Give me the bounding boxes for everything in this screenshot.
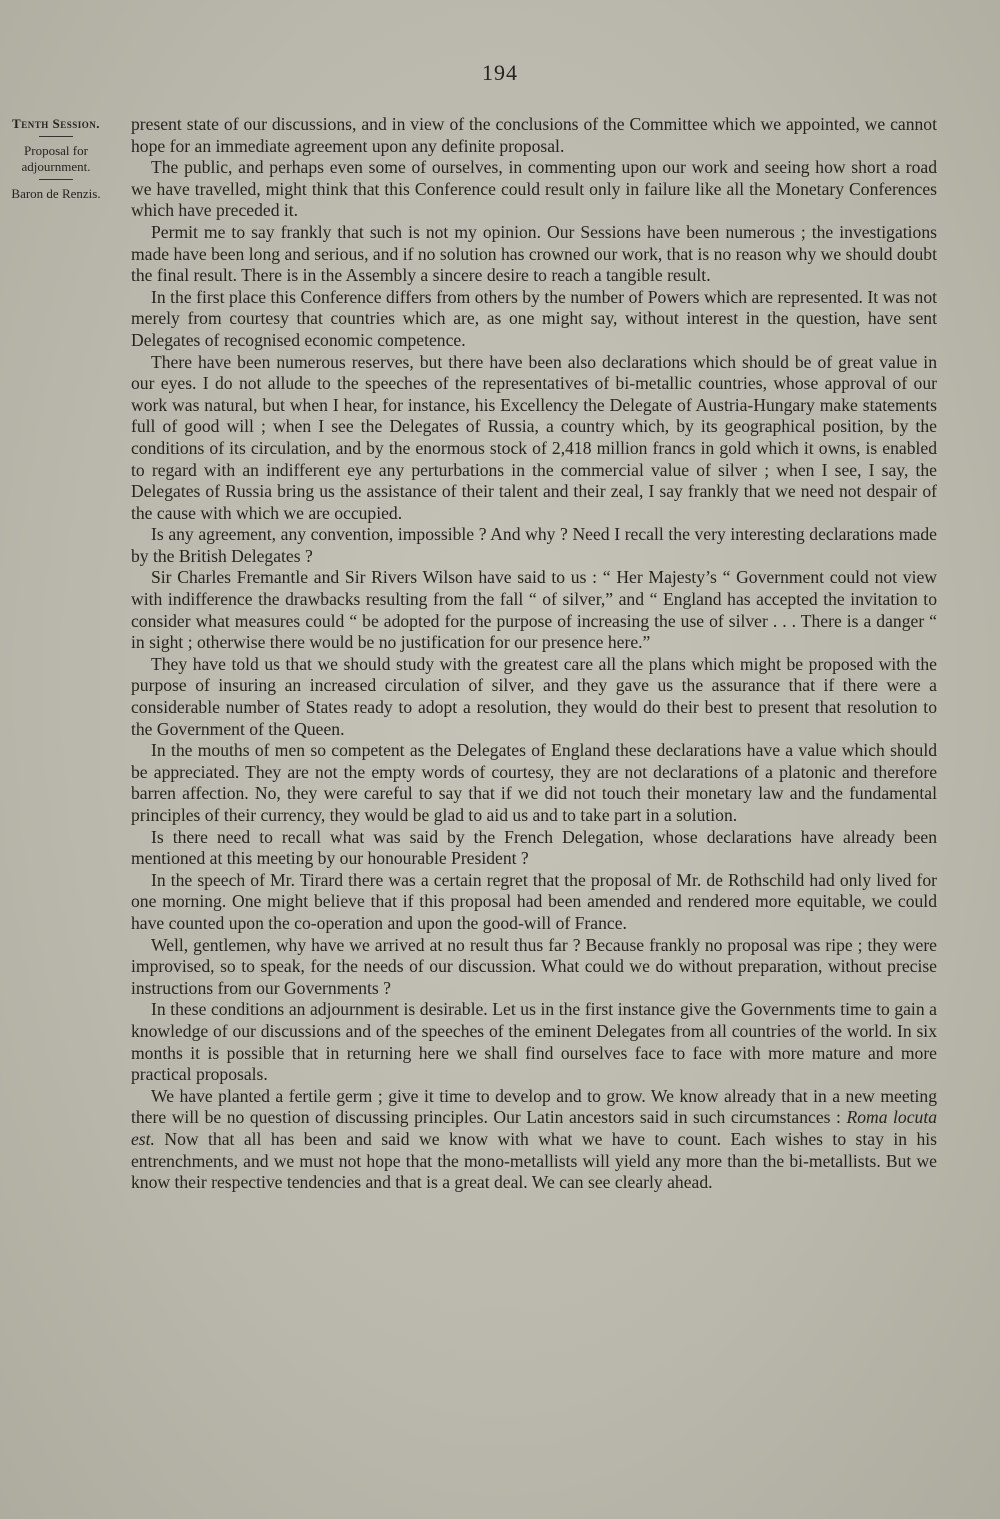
paragraph: Is there need to recall what was said by the French Delegation, whose declarations have already been mentioned at this meeting by our honourable President ? xyxy=(131,826,937,869)
paragraph: Well, gentlemen, why have we arrived at no result thus far ? Because frankly no proposal was ripe ; they were improvised, so to speak, for the needs of our discussion. What could we do without preparation, without precise instructions from our Governments ? xyxy=(131,934,937,998)
body-text xyxy=(131,114,937,1194)
quotation-paragraph: Sir Charles Fremantle and Sir Rivers Wilson have said to us : “ Her Majesty’s “ Government could not view with indifference the drawbacks resulting from the fall “ of silver,” and “ England has accepted the invitation to consider what measures could “ be adopted for the purpose of increasing the use of silver . . . There is a danger “ in sight ; otherwise there would be no justification for our presence here.” xyxy=(131,567,937,653)
margin-note-topic: Proposal for adjournment. xyxy=(21,143,91,174)
paragraph: In the first place this Conference differs from others by the number of Powers which are represented. It was not merely from courtesy that countries which are, as one might say, without interest in the question, have sent Delegates of recognised economic competence. xyxy=(131,286,937,350)
margin-divider xyxy=(39,179,73,180)
paragraph-text: We have planted a fertile germ ; give it time to develop and to grow. We know already that in a new meeting there will be no question of discussing principles. Our Latin ancestors said in such circumstances : xyxy=(131,1085,937,1128)
paragraph-final xyxy=(131,1086,937,1194)
paragraph: In the mouths of men so competent as the Delegates of England these declarations have a value which should be appreciated. They are not the empty words of courtesy, they are not declarations of a platonic and therefore barren affection. No, they were careful to say that if we did not touch their monetary law and the fundamental principles of their currency, they would be glad to aid us and to take part in a solution. xyxy=(131,740,937,825)
paragraph: In the speech of Mr. Tirard there was a certain regret that the proposal of Mr. de Rothschild had only lived for one morning. One might believe that if this proposal had been amended and rendered more equitable, we could have counted upon the co-operation and upon the good-will of France. xyxy=(131,869,937,933)
paragraph: Permit me to say frankly that such is not my opinion. Our Sessions have been numerous ; the investigations made have been long and serious, and if no solution has crowned our work, that is no reason why we should doubt the final result. There is in the Assembly a sincere desire to reach a tangible result. xyxy=(131,221,937,286)
paragraph: Is any agreement, any convention, impossible ? And why ? Need I recall the very interesting declarations made by the British Delegates ? xyxy=(131,524,937,566)
margin-note-session: Tenth Session. xyxy=(12,116,100,131)
paragraph-text: Now that all has been and said we know with what we have to count. Each wishes to stay in his entrenchments, and we must not hope that the mono-metallists will yield any more than the bi-metallists. But we know their respective tendencies and that is a great deal. We can see clearly ahead. xyxy=(131,1128,937,1193)
paragraph: The public, and perhaps even some of ourselves, in commenting upon our work and seeing how short a road we have travelled, might think that this Conference could result only in failure like all the Monetary Conferences which have preceded it. xyxy=(131,157,937,221)
paragraph: In these conditions an adjournment is desirable. Let us in the first instance give the Governments time to gain a knowledge of our discussions and of the speeches of the eminent Delegates from all countries of the world. In six months it is possible that in returning here we shall find ourselves face to face with more mature and more practical proposals. xyxy=(131,999,937,1085)
paragraph: present state of our discussions, and in view of the conclusions of the Committee which we appointed, we cannot hope for an immediate agreement upon any definite proposal. xyxy=(131,114,937,156)
paragraph: They have told us that we should study with the greatest care all the plans which might be proposed with the purpose of insuring an increased circulation of silver, and they gave us the assurance that if there were a considerable number of States ready to adopt a resolution, they would do their best to present that resolution to the Government of the Queen. xyxy=(131,653,937,739)
margin-note-speaker: Baron de Renzis. xyxy=(11,186,101,201)
margin-divider xyxy=(39,136,73,137)
paragraph: There have been numerous reserves, but there have been also declarations which should be of great value in our eyes. I do not allude to the speeches of the representatives of bi-metallic countries, whose approval of our work was natural, but when I hear, for instance, his Excellency the Delegate of Austria-Hungary make statements full of good will ; when I see the Delegates of Russia, a country which, by its geographical position, by the conditions of its circulation, and by the enormous stock of 2,418 million francs in gold which it owns, is enabled to regard with an indifferent eye any perturbations in the commercial value of silver ; when I see, I say, the Delegates of Russia bring us the assistance of their talent and their zeal, I say frankly that we need not despair of the cause with which we are occupied. xyxy=(131,351,937,523)
page-number: 194 xyxy=(482,60,518,85)
latin-quote: Roma locuta est. xyxy=(131,1107,938,1149)
margin-notes xyxy=(4,116,108,202)
